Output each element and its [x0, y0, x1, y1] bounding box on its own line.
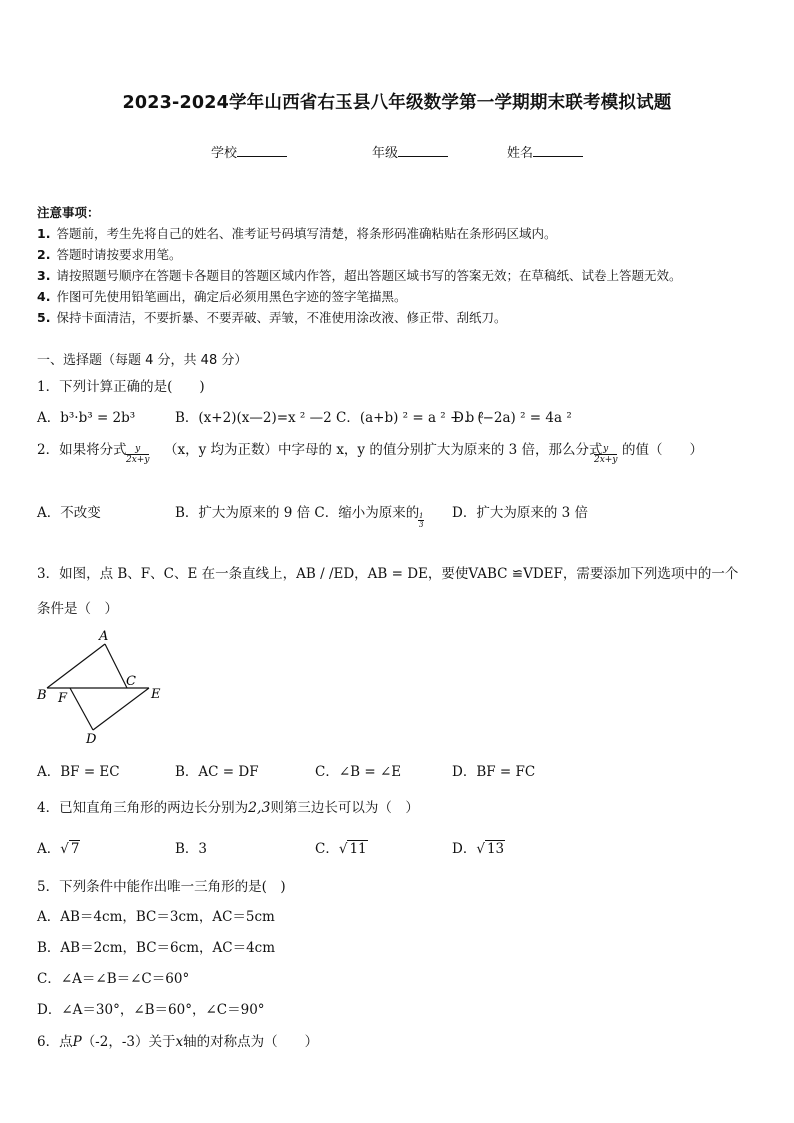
- note-number: 2.: [37, 247, 51, 262]
- q5-option-d[interactable]: D．∠A＝30°，∠B＝60°，∠C＝90°: [37, 1002, 265, 1018]
- fraction-denominator: 2x+y: [594, 455, 618, 465]
- q1-stem: 1．下列计算正确的是( ): [37, 379, 205, 395]
- note-item: [37, 266, 681, 284]
- grade-field: [372, 142, 448, 161]
- q3-option-a[interactable]: A．BF = EC: [37, 764, 120, 780]
- grade-blank[interactable]: [398, 144, 448, 157]
- q4-stem: [37, 796, 419, 816]
- q2-option-c-fraction: [418, 512, 424, 529]
- q4-option-d[interactable]: [452, 837, 505, 857]
- school-blank[interactable]: [237, 144, 287, 157]
- school-label: 学校: [211, 146, 238, 161]
- sqrt-expression: √ 7: [60, 841, 80, 857]
- q2-stem-middle: （x，y 均为正数）中字母的 x，y 的值分别扩大为原来的 3 倍，那么分式: [164, 442, 603, 458]
- section-heading: 一、选择题（每题 4 分，共 48 分）: [37, 353, 248, 368]
- q2-option-a[interactable]: A．不改变: [37, 505, 101, 521]
- note-text: 请按照题号顺序在答题卡各题目的答题区域内作答，超出答题区域书写的答案无效；在草稿纸、试卷上答题无效。: [56, 268, 682, 283]
- grade-label: 年级: [372, 146, 399, 161]
- q2-fraction: [126, 444, 149, 465]
- note-item: [37, 245, 181, 263]
- q5-option-c[interactable]: C．∠A＝∠B＝∠C＝60°: [37, 971, 190, 987]
- q2-stem-start: 2．如果将分式: [37, 442, 127, 458]
- note-item: [37, 308, 506, 326]
- q2-fraction-2: [594, 444, 617, 465]
- q5-option-b[interactable]: B．AB＝2cm，BC＝6cm，AC＝4cm: [37, 940, 276, 956]
- option-label: D．: [452, 841, 477, 857]
- q6-point-name: P: [72, 1034, 82, 1050]
- q2-option-bc[interactable]: B．扩大为原来的 9 倍 C．缩小为原来的: [175, 505, 420, 521]
- segment-ac: [105, 644, 127, 688]
- fraction-numerator: y: [126, 444, 149, 455]
- point-label-b: B: [37, 688, 47, 703]
- point-label-a: A: [99, 629, 109, 644]
- fraction-numerator: 1: [419, 512, 424, 520]
- q4-side-values: 2,3: [248, 800, 271, 816]
- radicand: 7: [70, 841, 80, 857]
- note-number: 4.: [37, 289, 51, 304]
- q4-option-c[interactable]: [315, 837, 368, 857]
- q6-stem-end: 轴的对称点为（ ）: [183, 1034, 319, 1050]
- point-label-f: F: [58, 691, 68, 706]
- q1-option-bc[interactable]: B．(x+2)(x—2)=x ² —2 C．(a+b) ² = a ² + b ²: [175, 410, 484, 426]
- q6-stem: [37, 1030, 318, 1050]
- q5-stem: 5．下列条件中能作出唯一三角形的是( ): [37, 879, 286, 895]
- q1-option-a[interactable]: A．b³·b³ = 2b³: [37, 410, 136, 426]
- fraction-denominator: 3: [419, 521, 424, 529]
- option-label: A．: [37, 841, 61, 857]
- segment-de: [93, 688, 149, 730]
- q6-stem-middle: （-2，-3）关于: [81, 1034, 176, 1050]
- q3-option-b[interactable]: B．AC = DF: [175, 764, 259, 780]
- sqrt-expression: √ 13: [476, 841, 505, 857]
- point-label-d: D: [86, 732, 97, 747]
- q2-stem-end: 的值（ ）: [622, 442, 703, 458]
- segment-ab: [47, 644, 105, 688]
- q4-option-b[interactable]: B．3: [175, 841, 208, 857]
- q5-option-a[interactable]: A．AB＝4cm，BC＝3cm，AC＝5cm: [37, 909, 275, 925]
- fraction-denominator: 2x+y: [126, 455, 150, 465]
- q6-axis-name: x: [175, 1034, 184, 1050]
- notes-title: 注意事项：: [37, 205, 100, 220]
- q3-option-c[interactable]: C．∠B = ∠E: [315, 764, 402, 780]
- q3-option-d[interactable]: D．BF = FC: [452, 764, 536, 780]
- q4-stem-start: 4．已知直角三角形的两边长分别为: [37, 800, 249, 816]
- option-label: C．: [315, 841, 339, 857]
- q1-option-d[interactable]: D．(−2a) ² = 4a ²: [453, 410, 572, 426]
- school-field: [211, 142, 287, 161]
- note-text: 答题前，考生先将自己的姓名、准考证号码填写清楚，将条形码准确粘贴在条形码区域内。: [56, 226, 557, 241]
- point-label-c: C: [126, 674, 136, 689]
- note-item: [37, 224, 556, 242]
- segment-fd: [70, 688, 93, 730]
- q3-triangle-figure: [32, 626, 172, 748]
- name-field: [507, 142, 583, 161]
- q3-stem-line2: 条件是（ ）: [37, 601, 118, 617]
- sqrt-expression: √ 11: [338, 841, 367, 857]
- radicand: 13: [486, 841, 505, 857]
- name-label: 姓名: [507, 146, 534, 161]
- q2-option-d[interactable]: D．扩大为原来的 3 倍: [452, 505, 588, 521]
- fraction-numerator: y: [594, 444, 617, 455]
- radicand: 11: [349, 841, 367, 857]
- point-label-e: E: [151, 687, 161, 702]
- q6-stem-start: 6．点: [37, 1034, 73, 1050]
- page-title: 2023-2024学年山西省右玉县八年级数学第一学期期末联考模拟试题: [122, 93, 672, 113]
- q4-option-a[interactable]: [37, 837, 80, 857]
- name-blank[interactable]: [533, 144, 583, 157]
- note-text: 保持卡面清洁，不要折暴、不要弄破、弄皱，不准使用涂改液、修正带、刮纸刀。: [56, 310, 507, 325]
- note-item: [37, 287, 406, 305]
- note-number: 1.: [37, 226, 51, 241]
- note-text: 答题时请按要求用笔。: [56, 247, 182, 262]
- note-number: 5.: [37, 310, 51, 325]
- note-number: 3.: [37, 268, 51, 283]
- q3-stem-line1: 3．如图，点 B、F、C、E 在一条直线上，AB / /ED，AB = DE，要使VABC ≌VDEF，需要添加下列选项中的一个: [37, 566, 739, 582]
- q4-stem-end: 则第三边长可以为（ ）: [270, 800, 419, 816]
- note-text: 作图可先使用铅笔画出，确定后必须用黑色字迹的签字笔描黑。: [56, 289, 407, 304]
